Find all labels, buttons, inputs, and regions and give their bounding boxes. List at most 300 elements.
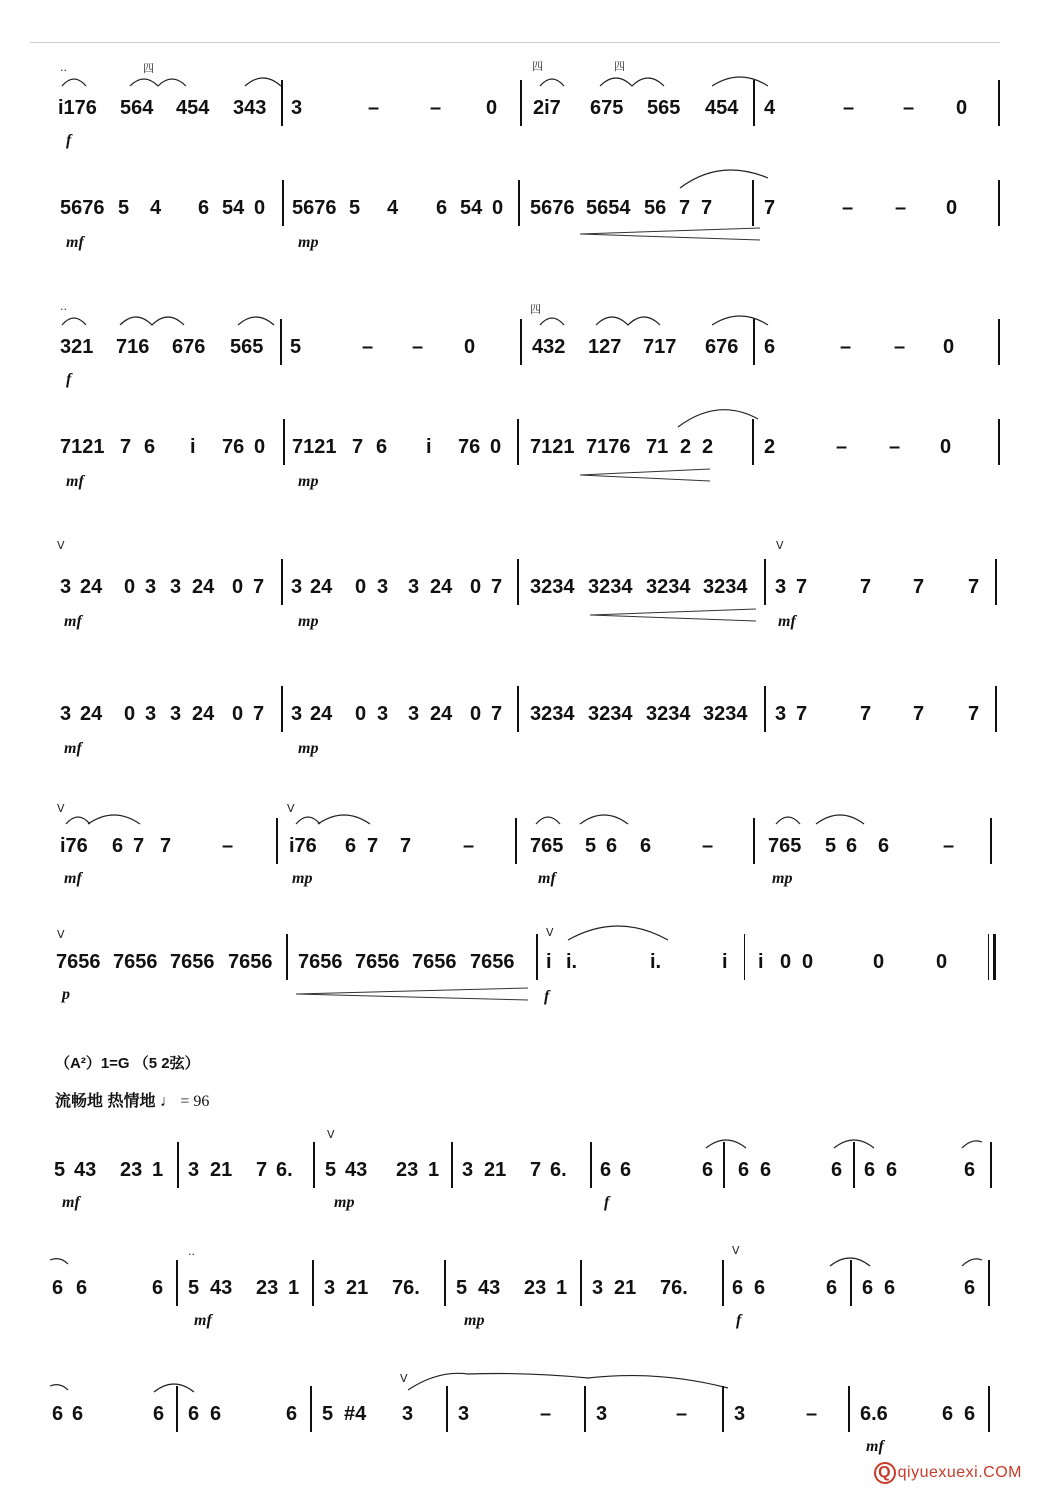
- bar-line: [281, 80, 283, 126]
- bow-marks: [0, 539, 1060, 575]
- note-group: 7656: [113, 951, 158, 973]
- bar-line: [282, 180, 284, 226]
- watermark-logo-icon: Q: [874, 1462, 896, 1484]
- note-group: 6: [864, 1159, 876, 1181]
- quarter-note-icon: ♩: [159, 1093, 176, 1110]
- note-group: 23: [120, 1159, 143, 1181]
- note-group: 3: [60, 576, 72, 598]
- bar-line: [752, 180, 754, 226]
- dynamic-mark: f: [66, 371, 72, 388]
- hairpin: [0, 216, 1060, 246]
- bar-line: [580, 1260, 582, 1306]
- hairpin: [0, 455, 1060, 485]
- staff-row-4: [0, 435, 1060, 515]
- svg-text:四: 四: [614, 60, 625, 73]
- note-group: 6: [198, 197, 210, 219]
- dynamic-mark: mp: [772, 870, 793, 887]
- key-signature: （A²）1=G （5 2弦）: [55, 1055, 200, 1072]
- bar-line: [753, 319, 755, 365]
- note-group: 24: [192, 703, 215, 725]
- bar-line: [998, 80, 1000, 126]
- note-group: 7: [367, 835, 379, 857]
- note-group: 24: [430, 576, 453, 598]
- note-group: i176: [58, 97, 97, 119]
- note-group: 6: [878, 835, 890, 857]
- dynamic-mark: f: [604, 1194, 610, 1211]
- note-group: 6: [210, 1403, 222, 1425]
- staff-row-10: [0, 1244, 1060, 1356]
- note-group: 76.: [392, 1277, 420, 1299]
- slur-marks: [0, 395, 1060, 435]
- note-group: 3234: [530, 576, 575, 598]
- note-group: 3: [170, 576, 182, 598]
- note-group: –: [412, 336, 424, 358]
- bar-line: [176, 1386, 178, 1432]
- staff-row-6: [0, 702, 1060, 782]
- bar-line: [853, 1142, 855, 1188]
- note-group: 7: [491, 576, 503, 598]
- bar-line: [536, 934, 538, 980]
- note-group: 0: [943, 336, 955, 358]
- dynamic-mark: mf: [866, 1438, 884, 1455]
- note-group: 1: [556, 1277, 568, 1299]
- note-group: 0: [936, 951, 948, 973]
- note-group: –: [943, 835, 955, 857]
- note-group: 0: [802, 951, 814, 973]
- staff-row-9: [0, 1128, 1060, 1238]
- note-group: 7: [253, 576, 265, 598]
- note-group: 0: [355, 703, 367, 725]
- bar-line: [850, 1260, 852, 1306]
- note-group: 7: [400, 835, 412, 857]
- bar-line: [281, 686, 283, 732]
- bar-line: [995, 559, 997, 605]
- note-group: 7: [860, 576, 872, 598]
- note-group: 6: [345, 835, 357, 857]
- note-group: 6: [620, 1159, 632, 1181]
- note-group: 6: [436, 197, 448, 219]
- note-group: 54: [222, 197, 245, 219]
- staff-row-5: [0, 539, 1060, 655]
- bow-marks: [0, 1240, 1060, 1276]
- bar-line: [988, 934, 989, 980]
- note-group: 0: [254, 436, 266, 458]
- note-group: 565: [230, 336, 264, 358]
- note-group: 0: [254, 197, 266, 219]
- note-group: –: [430, 97, 442, 119]
- note-group: 5: [325, 1159, 337, 1181]
- note-group: 7: [968, 703, 980, 725]
- bar-line: [995, 686, 997, 732]
- bar-line: [590, 1142, 592, 1188]
- note-group: 5676: [60, 197, 105, 219]
- note-group: 7121: [530, 436, 575, 458]
- hairpin: [0, 595, 1060, 625]
- note-group: 4: [150, 197, 162, 219]
- note-group: 564: [120, 97, 154, 119]
- dynamic-mark: mf: [778, 613, 796, 630]
- note-group: 6: [112, 835, 124, 857]
- note-group: 6: [754, 1277, 766, 1299]
- note-group: 0: [464, 336, 476, 358]
- note-group: 0: [946, 197, 958, 219]
- note-group: i.: [566, 951, 578, 973]
- note-group: 3: [145, 576, 157, 598]
- svg-text:V: V: [57, 539, 65, 552]
- note-group: 5: [585, 835, 597, 857]
- dynamic-mark: mp: [298, 473, 319, 490]
- note-group: 6: [606, 835, 618, 857]
- note-group: 454: [705, 97, 739, 119]
- note-group: 0: [940, 436, 952, 458]
- note-group: –: [895, 197, 907, 219]
- note-group: 0: [124, 576, 136, 598]
- note-group: 56: [644, 197, 667, 219]
- note-group: 343: [233, 97, 267, 119]
- svg-text:··: ··: [60, 303, 67, 316]
- note-group: –: [806, 1403, 818, 1425]
- note-group: 7121: [292, 436, 337, 458]
- note-group: 7656: [56, 951, 101, 973]
- note-group: 6: [826, 1277, 838, 1299]
- note-group: 716: [116, 336, 150, 358]
- staff-row-8: [0, 926, 1060, 1030]
- note-group: 0: [490, 436, 502, 458]
- note-group: 76.: [660, 1277, 688, 1299]
- note-group: 7: [491, 703, 503, 725]
- note-group: 5: [825, 835, 837, 857]
- note-group: 24: [192, 576, 215, 598]
- note-group: 3: [291, 576, 303, 598]
- note-group: 24: [80, 703, 103, 725]
- bar-line: [722, 1260, 724, 1306]
- bar-line: [517, 559, 519, 605]
- note-group: 6.: [276, 1159, 293, 1181]
- bar-line: [518, 180, 520, 226]
- svg-text:V: V: [57, 928, 65, 941]
- note-group: 24: [310, 576, 333, 598]
- note-group: 3234: [588, 576, 633, 598]
- note-group: 6: [286, 1403, 298, 1425]
- fingering-marks: [0, 60, 1060, 96]
- note-group: 6: [738, 1159, 750, 1181]
- note-group: 3: [408, 703, 420, 725]
- note-group: 5654: [586, 197, 631, 219]
- note-group: 6: [732, 1277, 744, 1299]
- note-group: 6: [702, 1159, 714, 1181]
- note-group: 6.: [550, 1159, 567, 1181]
- note-group: 2: [764, 436, 776, 458]
- note-group: 3: [377, 576, 389, 598]
- note-group: –: [676, 1403, 688, 1425]
- note-group: 2: [680, 436, 692, 458]
- note-group: 6: [188, 1403, 200, 1425]
- note-group: 43: [210, 1277, 233, 1299]
- note-group: 0: [470, 703, 482, 725]
- note-group: i76: [289, 835, 317, 857]
- note-group: 3: [402, 1403, 414, 1425]
- note-group: 3: [596, 1403, 608, 1425]
- svg-text:··: ··: [188, 1248, 195, 1261]
- bar-line: [764, 686, 766, 732]
- note-group: 454: [176, 97, 210, 119]
- bar-line: [584, 1386, 586, 1432]
- dynamic-mark: f: [544, 988, 550, 1005]
- note-group: 675: [590, 97, 624, 119]
- note-group: –: [842, 197, 854, 219]
- dynamic-mark: f: [736, 1312, 742, 1329]
- watermark-text: qiyuexuexi.COM: [897, 1464, 1022, 1481]
- note-group: 6: [76, 1277, 88, 1299]
- note-group: 0: [470, 576, 482, 598]
- bar-line: [998, 180, 1000, 226]
- dynamic-mark: mp: [464, 1312, 485, 1329]
- bar-line: [764, 559, 766, 605]
- note-group: 7: [968, 576, 980, 598]
- note-group: 1: [152, 1159, 164, 1181]
- note-group: 43: [345, 1159, 368, 1181]
- staff-row-7: [0, 802, 1060, 914]
- note-group: 24: [310, 703, 333, 725]
- note-group: 7: [160, 835, 172, 857]
- dynamic-mark: mp: [298, 613, 319, 630]
- note-group: 7: [913, 576, 925, 598]
- note-group: 3: [188, 1159, 200, 1181]
- note-group: 3234: [530, 703, 575, 725]
- note-group: 0: [232, 576, 244, 598]
- note-group: –: [889, 436, 901, 458]
- note-group: 3: [462, 1159, 474, 1181]
- slur-marks: [0, 156, 1060, 196]
- note-group: 6: [52, 1403, 64, 1425]
- note-group: 676: [172, 336, 206, 358]
- note-group: 0: [232, 703, 244, 725]
- bar-line: [517, 419, 519, 465]
- note-group: i.: [650, 951, 662, 973]
- note-group: 3234: [703, 576, 748, 598]
- note-group: –: [362, 336, 374, 358]
- note-group: 3: [324, 1277, 336, 1299]
- note-group: 5676: [530, 197, 575, 219]
- svg-text:V: V: [776, 539, 784, 552]
- note-group: 23: [524, 1277, 547, 1299]
- note-group: 21: [210, 1159, 233, 1181]
- note-group: 3: [145, 703, 157, 725]
- hairpin: [0, 970, 1060, 1000]
- note-group: 76: [222, 436, 245, 458]
- bar-line: [280, 319, 282, 365]
- dynamic-mark: mf: [66, 234, 84, 251]
- note-group: 6: [376, 436, 388, 458]
- note-group: 127: [588, 336, 622, 358]
- svg-text:四: 四: [530, 303, 541, 316]
- note-group: 6: [764, 336, 776, 358]
- note-group: 3234: [646, 576, 691, 598]
- note-group: i: [190, 436, 196, 458]
- svg-text:V: V: [327, 1128, 335, 1141]
- note-group: –: [368, 97, 380, 119]
- bar-line: [520, 80, 522, 126]
- bar-line: [177, 1142, 179, 1188]
- svg-text:V: V: [287, 802, 295, 815]
- tempo-text: 流畅地 热情地: [55, 1093, 156, 1110]
- note-group: –: [463, 835, 475, 857]
- dynamic-mark: mf: [538, 870, 556, 887]
- note-group: 3234: [646, 703, 691, 725]
- note-group: –: [222, 835, 234, 857]
- note-group: 7: [120, 436, 132, 458]
- bar-line: [286, 934, 288, 980]
- note-group: –: [840, 336, 852, 358]
- note-group: 3: [592, 1277, 604, 1299]
- note-group: 54: [460, 197, 483, 219]
- note-group: 6: [52, 1277, 64, 1299]
- note-group: 2: [702, 436, 714, 458]
- note-group: 21: [614, 1277, 637, 1299]
- bar-line: [723, 1142, 725, 1188]
- bar-line: [848, 1386, 850, 1432]
- note-group: 6: [144, 436, 156, 458]
- note-group: 7: [796, 703, 808, 725]
- note-group: 7121: [60, 436, 105, 458]
- note-group: –: [843, 97, 855, 119]
- note-group: 3: [377, 703, 389, 725]
- note-group: i: [426, 436, 432, 458]
- note-group: 5: [188, 1277, 200, 1299]
- bar-line: [752, 419, 754, 465]
- note-group: 0: [873, 951, 885, 973]
- note-group: 6: [884, 1277, 896, 1299]
- tempo-bpm: = 96: [180, 1093, 210, 1110]
- note-group: 432: [532, 336, 566, 358]
- dynamic-mark: mp: [298, 234, 319, 251]
- bar-line: [753, 80, 755, 126]
- svg-text:V: V: [57, 802, 65, 815]
- note-group: 321: [60, 336, 94, 358]
- note-group: 7: [701, 197, 713, 219]
- note-group: 6: [846, 835, 858, 857]
- note-group: 676: [705, 336, 739, 358]
- note-group: 23: [396, 1159, 419, 1181]
- note-group: 7: [253, 703, 265, 725]
- bow-marks: [0, 914, 1060, 950]
- note-group: 3: [775, 703, 787, 725]
- dynamic-mark: p: [62, 986, 70, 1003]
- note-group: 6: [862, 1277, 874, 1299]
- dynamic-mark: mf: [64, 740, 82, 757]
- note-group: 3: [291, 703, 303, 725]
- bar-line: [281, 559, 283, 605]
- note-group: 5: [322, 1403, 334, 1425]
- note-group: 765: [530, 835, 564, 857]
- note-group: 6: [964, 1403, 976, 1425]
- bar-line: [310, 1386, 312, 1432]
- note-group: 7656: [355, 951, 400, 973]
- note-group: 3: [170, 703, 182, 725]
- note-group: i: [758, 951, 764, 973]
- svg-text:V: V: [732, 1244, 740, 1257]
- bar-line: [988, 1260, 990, 1306]
- note-group: 21: [484, 1159, 507, 1181]
- dynamic-mark: mp: [292, 870, 313, 887]
- note-group: 3234: [588, 703, 633, 725]
- note-group: 7: [352, 436, 364, 458]
- bar-line: [515, 818, 517, 864]
- dynamic-mark: mf: [64, 613, 82, 630]
- note-group: 6: [72, 1403, 84, 1425]
- note-group: 4: [764, 97, 776, 119]
- note-group: 1: [428, 1159, 440, 1181]
- note-group: 21: [346, 1277, 369, 1299]
- top-rule: [30, 42, 1000, 43]
- note-group: 3: [775, 576, 787, 598]
- note-group: 5: [118, 197, 130, 219]
- note-group: 7656: [298, 951, 343, 973]
- note-group: 43: [74, 1159, 97, 1181]
- tempo-marking: [55, 1088, 209, 1111]
- note-group: –: [836, 436, 848, 458]
- note-group: 717: [643, 336, 677, 358]
- svg-text:四: 四: [532, 60, 543, 73]
- note-group: 7656: [412, 951, 457, 973]
- note-group: 6: [964, 1159, 976, 1181]
- note-group: 765: [768, 835, 802, 857]
- note-group: 43: [478, 1277, 501, 1299]
- note-group: 3: [291, 97, 303, 119]
- note-group: 0: [492, 197, 504, 219]
- note-group: 7: [913, 703, 925, 725]
- note-group: 0: [124, 703, 136, 725]
- note-group: 7: [133, 835, 145, 857]
- note-group: 7: [530, 1159, 542, 1181]
- note-group: 0: [486, 97, 498, 119]
- note-group: i: [722, 951, 728, 973]
- bar-line: [520, 319, 522, 365]
- note-group: 3: [408, 576, 420, 598]
- dynamic-mark: mp: [298, 740, 319, 757]
- note-group: 71: [646, 436, 669, 458]
- note-group: –: [894, 336, 906, 358]
- bar-line: [990, 1142, 992, 1188]
- note-group: 24: [80, 576, 103, 598]
- note-group: 5: [349, 197, 361, 219]
- dynamic-mark: mf: [66, 473, 84, 490]
- note-group: 565: [647, 97, 681, 119]
- bar-line: [446, 1386, 448, 1432]
- note-group: 7176: [586, 436, 631, 458]
- note-group: 7: [860, 703, 872, 725]
- dynamic-mark: mp: [334, 1194, 355, 1211]
- bar-line: [990, 818, 992, 864]
- bow-marks: [0, 1122, 1060, 1158]
- final-bar-line: [993, 934, 996, 980]
- svg-text:V: V: [400, 1372, 408, 1385]
- note-group: 5: [54, 1159, 66, 1181]
- note-group: 6: [942, 1403, 954, 1425]
- note-group: 23: [256, 1277, 279, 1299]
- note-group: 7656: [170, 951, 215, 973]
- note-group: 7656: [470, 951, 515, 973]
- svg-text:··: ··: [60, 64, 67, 77]
- bar-line: [517, 686, 519, 732]
- note-group: 4: [387, 197, 399, 219]
- note-group: 0: [780, 951, 792, 973]
- bar-line: [312, 1260, 314, 1306]
- note-group: 2i7: [533, 97, 561, 119]
- note-group: 1: [288, 1277, 300, 1299]
- note-group: #4: [344, 1403, 367, 1425]
- bar-line: [276, 818, 278, 864]
